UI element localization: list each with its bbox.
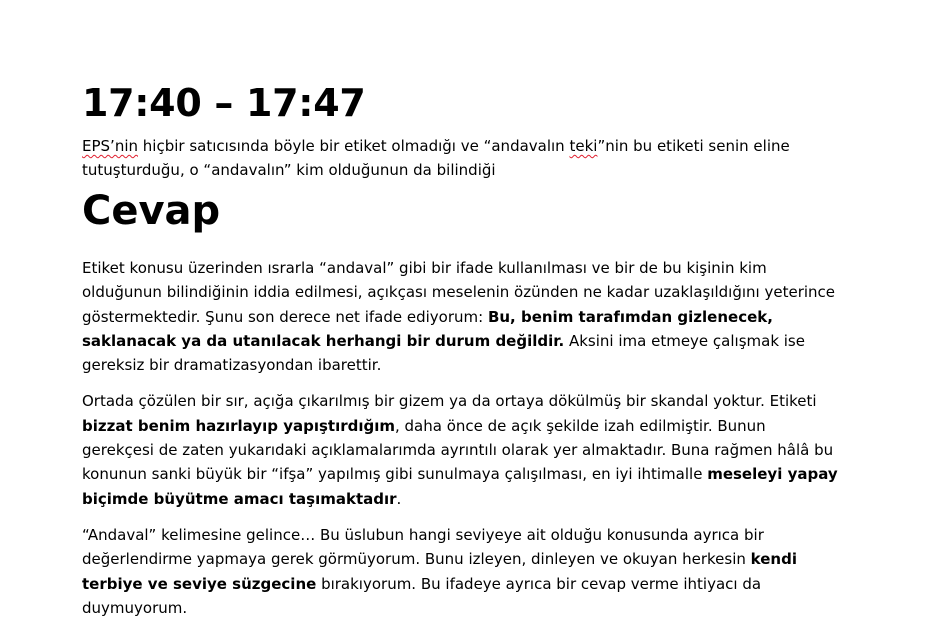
- question-text: [82, 134, 842, 182]
- bold-run: meseleyi yapay biçimde büyütme amacı taşımaktadır: [82, 465, 838, 508]
- text-run: , daha önce de açık şekilde izah edilmiştir. Bunun gerekçesi de zaten yukarıdaki açıklamalarımda ayrıntılı olarak yer almaktadır. Buna rağmen hâlâ bu konunun sanki büyük bir “ifşa” yapılmış gibi sunulmaya çalışılması, en iyi ihtimalle: [82, 416, 834, 484]
- answer-paragraph-2: [82, 389, 842, 510]
- text-run: .: [396, 489, 402, 508]
- bold-run: kendi terbiye ve seviye süzgecine: [82, 550, 797, 593]
- answer-section: [82, 256, 842, 620]
- text-run: Aksini ima etmeye çalışmak ise gereksiz bir dramatizasyondan ibarettir.: [82, 331, 805, 375]
- answer-paragraph-1: [82, 256, 842, 377]
- text-run: “Andaval” kelimesine gelince… Bu üslubun hangi seviyeye ait olduğu konusunda ayrıca bir değerlendirme yapmaya gerek görmüyorum. Bunu izleyen, dinleyen ve okuyan herkesin: [82, 525, 764, 569]
- question-run: ”nin bu etiketi senin eline tutuşturduğu, o “andavalın” kim olduğunun da bilindiği: [82, 137, 790, 179]
- question-run: teki: [569, 137, 598, 155]
- text-run: bırakıyorum. Bu ifadeye ayrıca bir cevap verme ihtiyacı da duymuyorum.: [82, 574, 762, 617]
- question-run: EPS’nin: [82, 137, 138, 155]
- time-range-heading: 17:40 – 17:47: [82, 81, 366, 125]
- text-run: Ortada çözülen bir sır, açığa çıkarılmış bir gizem ya da ortaya dökülmüş bir skandal yoktur. Etiketi: [82, 392, 817, 411]
- bold-run: Bu, benim tarafımdan gizlenecek, saklanacak ya da utanılacak herhangi bir durum değildir.: [82, 307, 773, 350]
- question-run: hiçbir satıcısında böyle bir etiket olmadığı ve “andavalın: [138, 137, 570, 155]
- text-run: Etiket konusu üzerinden ısrarla “andaval” gibi bir ifade kullanılması ve bir de bu kişinin kim olduğunun bilindiğinin iddia edilmesi, açıkçası meselenin özünden ne kadar uzaklaşıldığını yeterince göstermektedir. Şunu son derece net ifade ediyorum:: [82, 259, 836, 326]
- answer-paragraph-3: [82, 523, 842, 620]
- bold-run: bizzat benim hazırlayıp yapıştırdığım: [82, 416, 395, 435]
- document-body: [82, 78, 842, 632]
- answer-heading: Cevap: [82, 188, 221, 234]
